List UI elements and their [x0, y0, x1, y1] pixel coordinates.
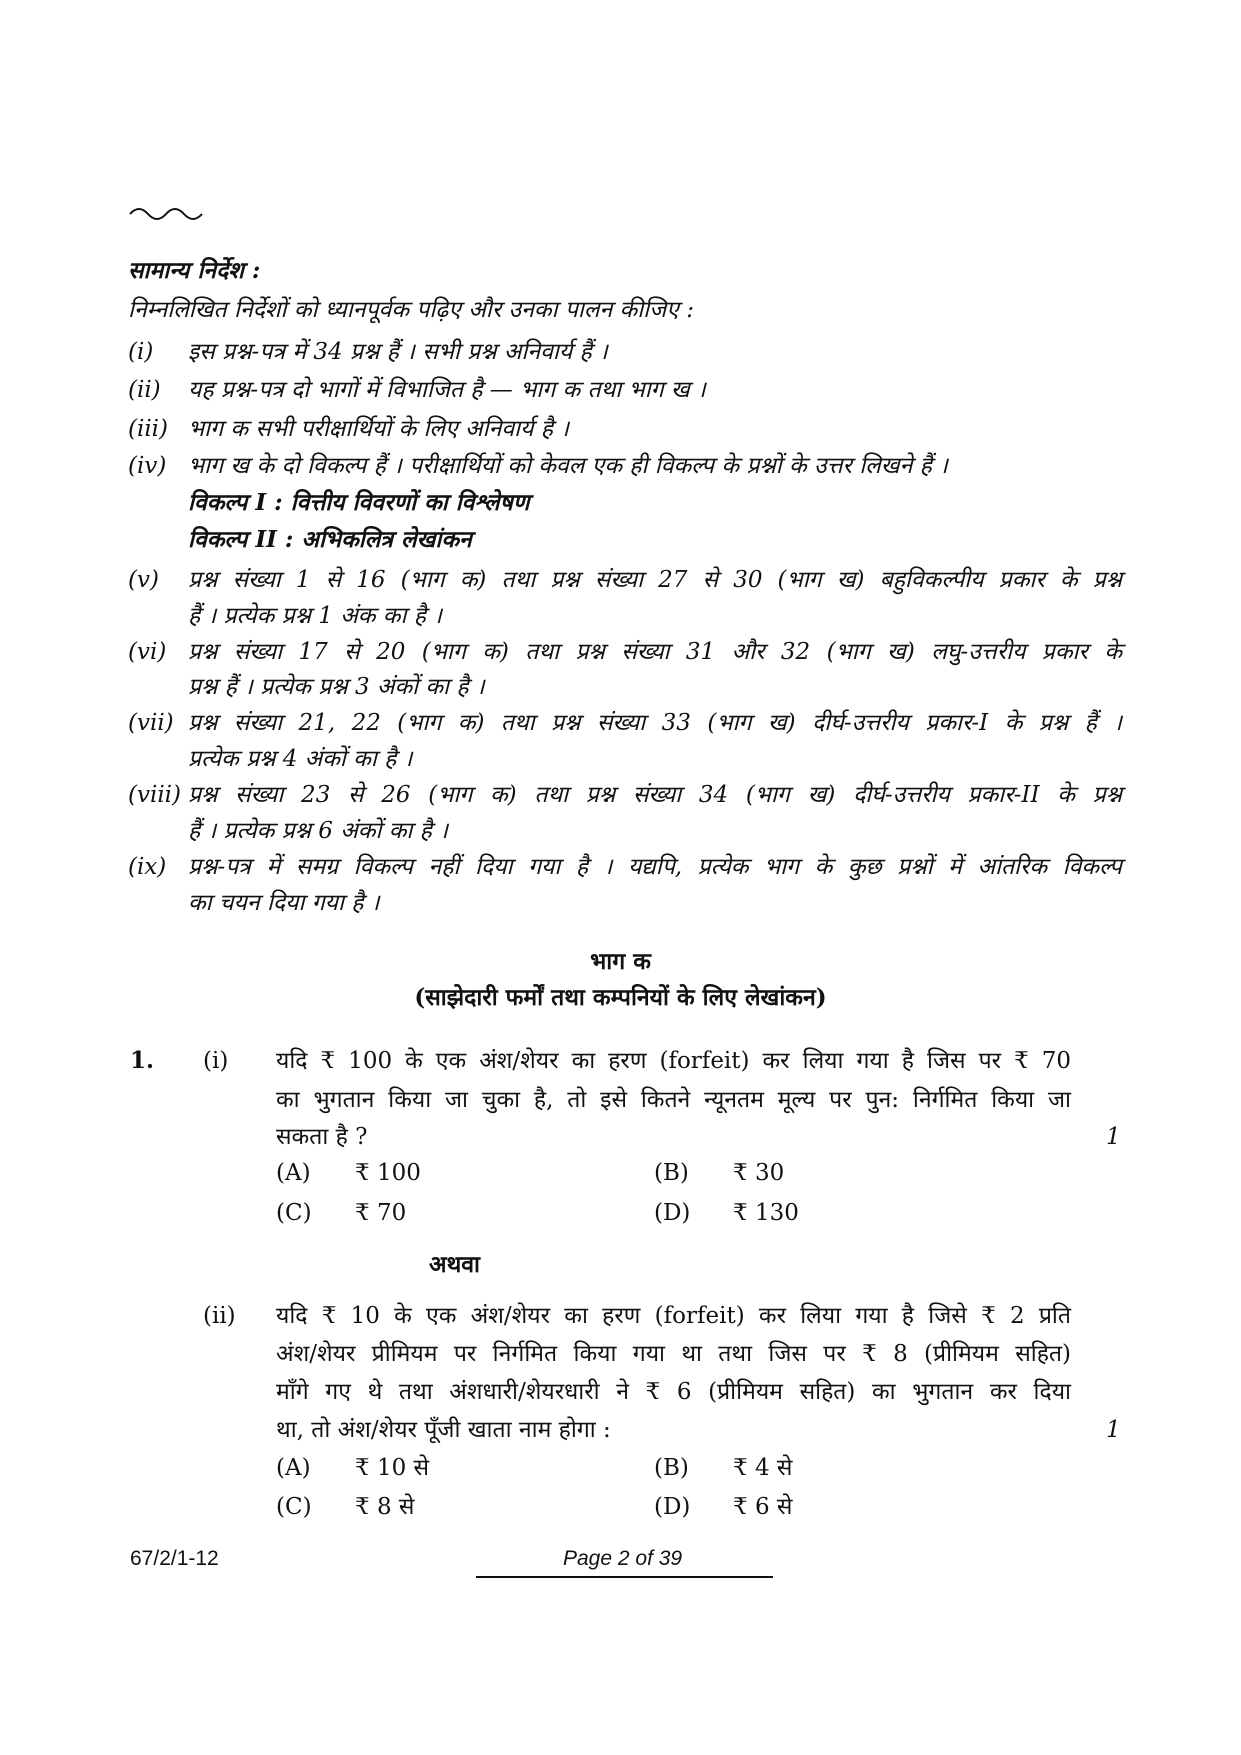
- instructions-title: सामान्य निर्देश :: [128, 257, 261, 284]
- instruction-item: यह प्रश्न-पत्र दो भागों में विभाजित है — भाग क तथा भाग ख ।: [188, 377, 706, 403]
- item-number: (i): [128, 339, 154, 365]
- instruction-item-cont: का चयन दिया गया है ।: [188, 890, 380, 916]
- question-text: सकता है ?: [276, 1124, 368, 1150]
- option-label: (A): [276, 1455, 311, 1481]
- instruction-item: इस प्रश्न-पत्र में 34 प्रश्न हैं । सभी प्रश्न अनिवार्य हैं ।: [188, 339, 608, 365]
- option-label: (D): [654, 1200, 691, 1226]
- question-text: यदि ₹ 10 के एक अंश/शेयर का हरण (forfeit) कर लिया गया है जिसे ₹ 2 प्रति: [276, 1303, 1071, 1329]
- option-value[interactable]: ₹ 130: [733, 1200, 799, 1226]
- option-value[interactable]: ₹ 30: [733, 1160, 785, 1186]
- paper-code: 67/2/1-12: [130, 1547, 219, 1570]
- item-number: (iv): [128, 453, 167, 479]
- or-label: अथवा: [429, 1251, 481, 1278]
- option-label: (B): [654, 1455, 689, 1481]
- question-text: का भुगतान किया जा चुका है, तो इसे कितने न्यूनतम मूल्य पर पुन: निर्गमित किया जा: [276, 1087, 1071, 1113]
- instruction-item: प्रश्न-पत्र में समग्र विकल्प नहीं दिया गया है । यद्यपि, प्रत्येक भाग के कुछ प्रश्नों में आंतरिक विकल्प: [188, 854, 1122, 880]
- instruction-item: प्रश्न संख्या 17 से 20 (भाग क) तथा प्रश्न संख्या 31 और 32 (भाग ख) लघु-उत्तरीय प्रकार के: [188, 639, 1122, 665]
- option-one-label: विकल्प I : वित्तीय विवरणों का विश्लेषण: [188, 489, 530, 516]
- item-number: (vii): [128, 710, 174, 736]
- item-number: (iii): [128, 416, 169, 442]
- item-number: (vi): [128, 639, 167, 665]
- option-label: (D): [654, 1494, 691, 1520]
- marks: 1: [1106, 1124, 1121, 1150]
- question-text: यदि ₹ 100 के एक अंश/शेयर का हरण (forfeit) कर लिया गया है जिस पर ₹ 70: [276, 1048, 1071, 1074]
- option-two-label: विकल्प II : अभिकलित्र लेखांकन: [188, 526, 472, 553]
- subpart-label: (ii): [203, 1303, 236, 1329]
- wave-mark-icon: [128, 204, 208, 224]
- option-value[interactable]: ₹ 10 से: [355, 1455, 430, 1481]
- section-title: भाग क: [590, 948, 651, 975]
- instructions-intro: निम्नलिखित निर्देशों को ध्यानपूर्वक पढ़िए और उनका पालन कीजिए :: [128, 297, 694, 323]
- item-number: (ix): [128, 854, 167, 880]
- section-subtitle: (साझेदारी फर्मों तथा कम्पनियों के लिए लेखांकन): [414, 984, 827, 1011]
- question-number: 1.: [130, 1047, 155, 1074]
- marks: 1: [1106, 1417, 1121, 1443]
- instruction-item: भाग ख के दो विकल्प हैं । परीक्षार्थियों को केवल एक ही विकल्प के प्रश्नों के उत्तर लिखने हैं ।: [188, 453, 948, 479]
- option-value[interactable]: ₹ 6 से: [733, 1494, 793, 1520]
- option-value[interactable]: ₹ 100: [355, 1160, 421, 1186]
- subpart-label: (i): [203, 1048, 229, 1074]
- option-label: (B): [654, 1160, 689, 1186]
- item-number: (ii): [128, 377, 161, 403]
- option-value[interactable]: ₹ 70: [355, 1200, 407, 1226]
- instruction-item: प्रश्न संख्या 23 से 26 (भाग क) तथा प्रश्न संख्या 34 (भाग ख) दीर्घ-उत्तरीय प्रकार-II के प्रश्न: [188, 782, 1122, 808]
- option-value[interactable]: ₹ 8 से: [355, 1494, 415, 1520]
- option-value[interactable]: ₹ 4 से: [733, 1455, 793, 1481]
- item-number: (viii): [128, 782, 182, 808]
- instruction-item-cont: प्रत्येक प्रश्न 4 अंकों का है ।: [188, 746, 413, 772]
- instruction-item-cont: हैं । प्रत्येक प्रश्न 6 अंकों का है ।: [188, 818, 448, 844]
- instruction-item: प्रश्न संख्या 21, 22 (भाग क) तथा प्रश्न संख्या 33 (भाग ख) दीर्घ-उत्तरीय प्रकार-I के प्रश्न हैं ।: [188, 710, 1122, 736]
- footer-divider: [476, 1576, 773, 1578]
- instruction-item-cont: प्रश्न हैं । प्रत्येक प्रश्न 3 अंकों का है ।: [188, 674, 485, 700]
- instruction-item: प्रश्न संख्या 1 से 16 (भाग क) तथा प्रश्न संख्या 27 से 30 (भाग ख) बहुविकल्पीय प्रकार के प्रश्न: [188, 567, 1122, 593]
- question-text: माँगे गए थे तथा अंशधारी/शेयरधारी ने ₹ 6 (प्रीमियम सहित) का भुगतान कर दिया: [276, 1379, 1071, 1405]
- item-number: (v): [128, 567, 159, 593]
- instruction-item: भाग क सभी परीक्षार्थियों के लिए अनिवार्य है ।: [188, 416, 569, 442]
- option-label: (C): [276, 1494, 312, 1520]
- question-text: अंश/शेयर प्रीमियम पर निर्गमित किया गया था तथा जिस पर ₹ 8 (प्रीमियम सहित): [276, 1341, 1071, 1367]
- page-number: Page 2 of 39: [563, 1547, 683, 1570]
- question-text: था, तो अंश/शेयर पूँजी खाता नाम होगा :: [276, 1417, 611, 1443]
- option-label: (C): [276, 1200, 312, 1226]
- instruction-item-cont: हैं । प्रत्येक प्रश्न 1 अंक का है ।: [188, 603, 442, 629]
- option-label: (A): [276, 1160, 311, 1186]
